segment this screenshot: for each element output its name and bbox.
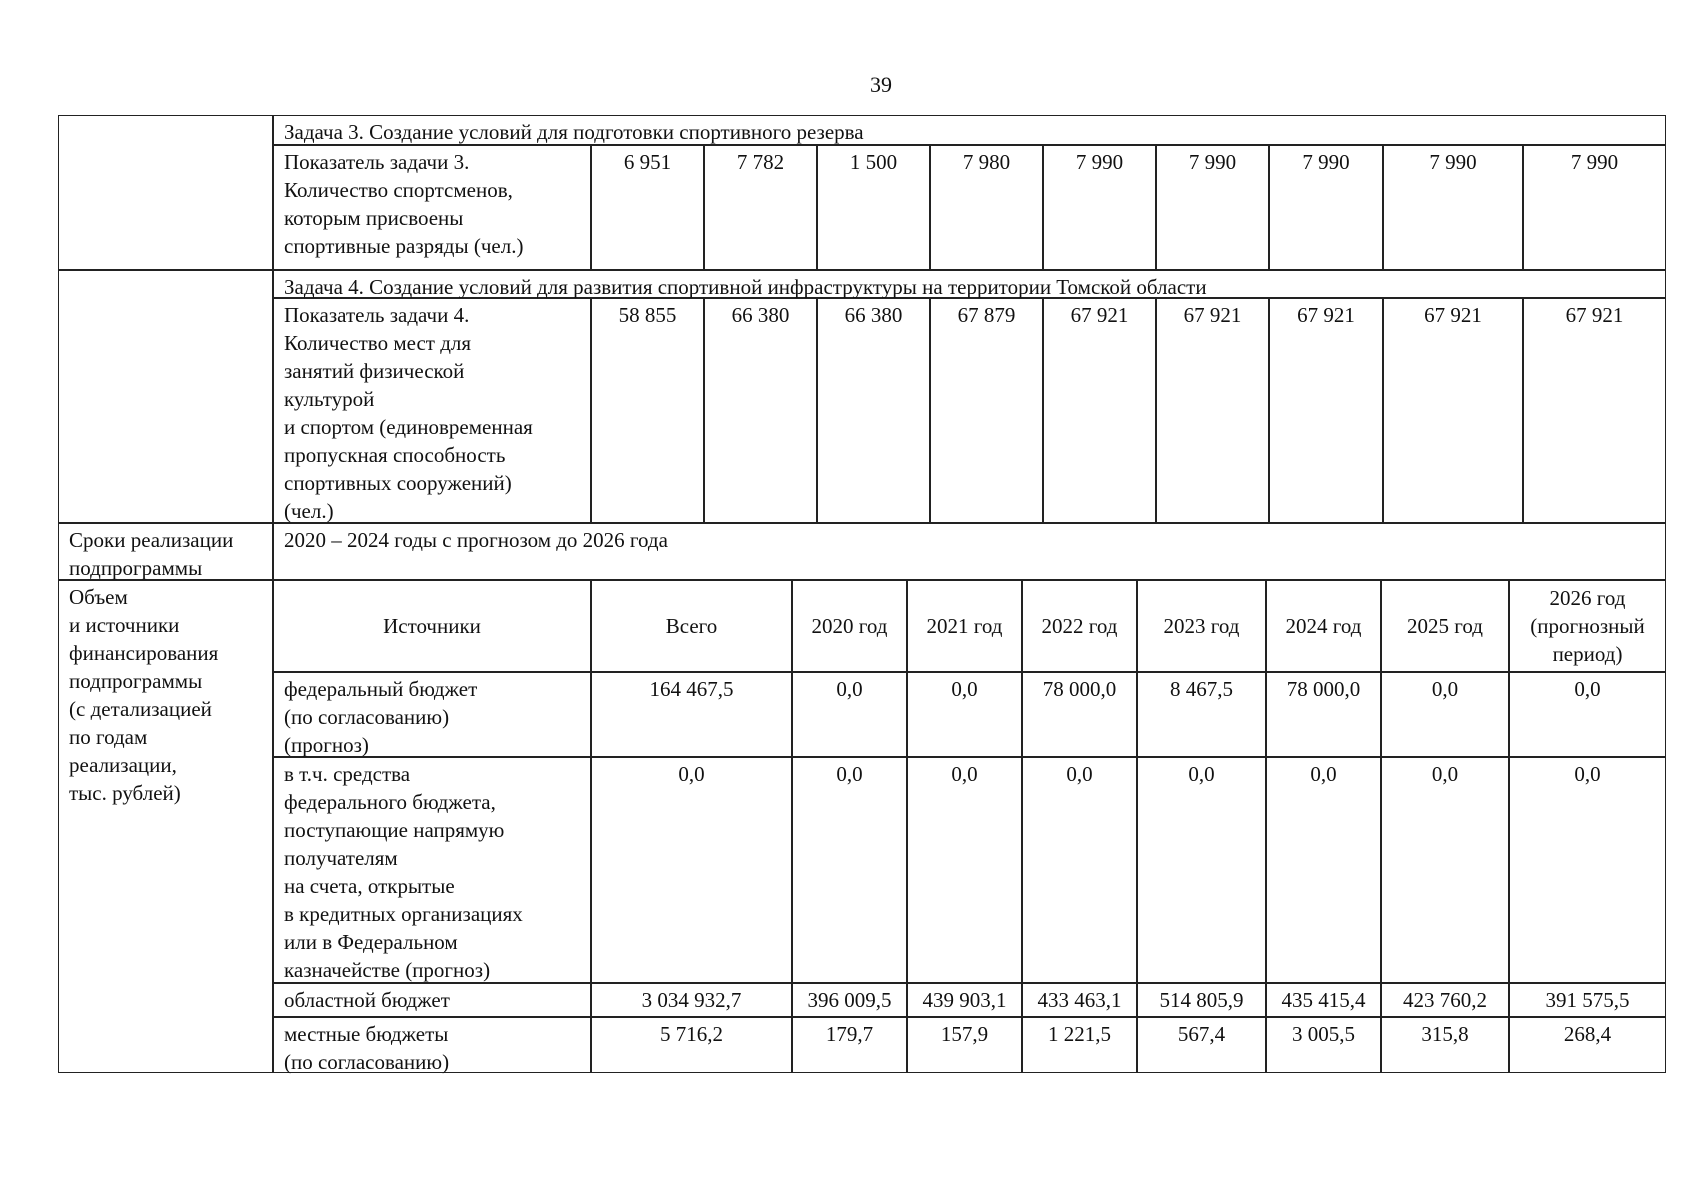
funding-header: Всего — [591, 580, 792, 672]
task3-value: 7 990 — [1043, 145, 1156, 270]
funding-value: 0,0 — [792, 672, 907, 757]
funding-header: 2025 год — [1381, 580, 1509, 672]
funding-value: 439 903,1 — [907, 983, 1022, 1017]
funding-value: 391 575,5 — [1509, 983, 1666, 1017]
task4-title: Задача 4. Создание условий для развития спортивной инфраструктуры на территории Томской области — [273, 270, 1666, 298]
funding-value: 0,0 — [792, 757, 907, 983]
funding-value: 3 034 932,7 — [591, 983, 792, 1017]
task4-value: 66 380 — [704, 298, 817, 523]
funding-source: федеральный бюджет (по согласованию) (прогноз) — [273, 672, 591, 757]
funding-value: 0,0 — [591, 757, 792, 983]
task3-value: 7 980 — [930, 145, 1043, 270]
funding-value: 435 415,4 — [1266, 983, 1381, 1017]
funding-value: 567,4 — [1137, 1017, 1266, 1073]
funding-value: 0,0 — [1266, 757, 1381, 983]
funding-header: 2024 год — [1266, 580, 1381, 672]
funding-value: 0,0 — [1137, 757, 1266, 983]
task4-value: 67 879 — [930, 298, 1043, 523]
task4-indicator: Показатель задачи 4. Количество мест для занятий физической культурой и спортом (единовременная пропускная способность спортивных сооружений) (чел.) — [273, 298, 591, 523]
funding-value: 78 000,0 — [1022, 672, 1137, 757]
task4-left-cell — [58, 270, 273, 523]
funding-value: 0,0 — [1509, 672, 1666, 757]
task3-value: 1 500 — [817, 145, 930, 270]
funding-value: 3 005,5 — [1266, 1017, 1381, 1073]
funding-header: 2023 год — [1137, 580, 1266, 672]
funding-value: 8 467,5 — [1137, 672, 1266, 757]
task4-value: 67 921 — [1269, 298, 1383, 523]
funding-value: 268,4 — [1509, 1017, 1666, 1073]
funding-value: 0,0 — [907, 757, 1022, 983]
funding-source: в т.ч. средства федерального бюджета, поступающие напрямую получателям на счета, открытые в кредитных организациях или в Федеральном казначействе (прогноз) — [273, 757, 591, 983]
funding-value: 0,0 — [907, 672, 1022, 757]
page-number: 39 — [870, 72, 892, 97]
funding-value: 78 000,0 — [1266, 672, 1381, 757]
funding-value: 433 463,1 — [1022, 983, 1137, 1017]
task4-value: 66 380 — [817, 298, 930, 523]
funding-value: 396 009,5 — [792, 983, 907, 1017]
funding-header: 2021 год — [907, 580, 1022, 672]
funding-value: 423 760,2 — [1381, 983, 1509, 1017]
task3-title: Задача 3. Создание условий для подготовки спортивного резерва — [273, 115, 1666, 145]
funding-value: 164 467,5 — [591, 672, 792, 757]
task3-value: 7 990 — [1523, 145, 1666, 270]
funding-value: 179,7 — [792, 1017, 907, 1073]
terms-value: 2020 – 2024 годы с прогнозом до 2026 года — [273, 523, 1666, 580]
funding-value: 1 221,5 — [1022, 1017, 1137, 1073]
task3-value: 6 951 — [591, 145, 704, 270]
funding-value: 0,0 — [1381, 672, 1509, 757]
task4-value: 67 921 — [1383, 298, 1523, 523]
funding-source: областной бюджет — [273, 983, 591, 1017]
funding-header: 2026 год (прогнозный период) — [1509, 580, 1666, 672]
task4-value: 58 855 — [591, 298, 704, 523]
funding-header: Источники — [273, 580, 591, 672]
funding-value: 315,8 — [1381, 1017, 1509, 1073]
task4-value: 67 921 — [1156, 298, 1269, 523]
task4-value: 67 921 — [1523, 298, 1666, 523]
funding-value: 0,0 — [1381, 757, 1509, 983]
task3-value: 7 990 — [1383, 145, 1523, 270]
funding-value: 0,0 — [1509, 757, 1666, 983]
funding-label: Объем и источники финансирования подпрограммы (с детализацией по годам реализации, тыс. рублей) — [58, 580, 273, 1073]
funding-header: 2022 год — [1022, 580, 1137, 672]
funding-value: 157,9 — [907, 1017, 1022, 1073]
terms-label: Сроки реализации подпрограммы — [58, 523, 273, 580]
task3-value: 7 782 — [704, 145, 817, 270]
task3-value: 7 990 — [1269, 145, 1383, 270]
task3-left-cell — [58, 115, 273, 270]
funding-value: 514 805,9 — [1137, 983, 1266, 1017]
task3-indicator: Показатель задачи 3. Количество спортсменов, которым присвоены спортивные разряды (чел.) — [273, 145, 591, 270]
funding-header: 2020 год — [792, 580, 907, 672]
task4-value: 67 921 — [1043, 298, 1156, 523]
funding-source: местные бюджеты (по согласованию) — [273, 1017, 591, 1073]
funding-value: 5 716,2 — [591, 1017, 792, 1073]
task3-value: 7 990 — [1156, 145, 1269, 270]
funding-value: 0,0 — [1022, 757, 1137, 983]
